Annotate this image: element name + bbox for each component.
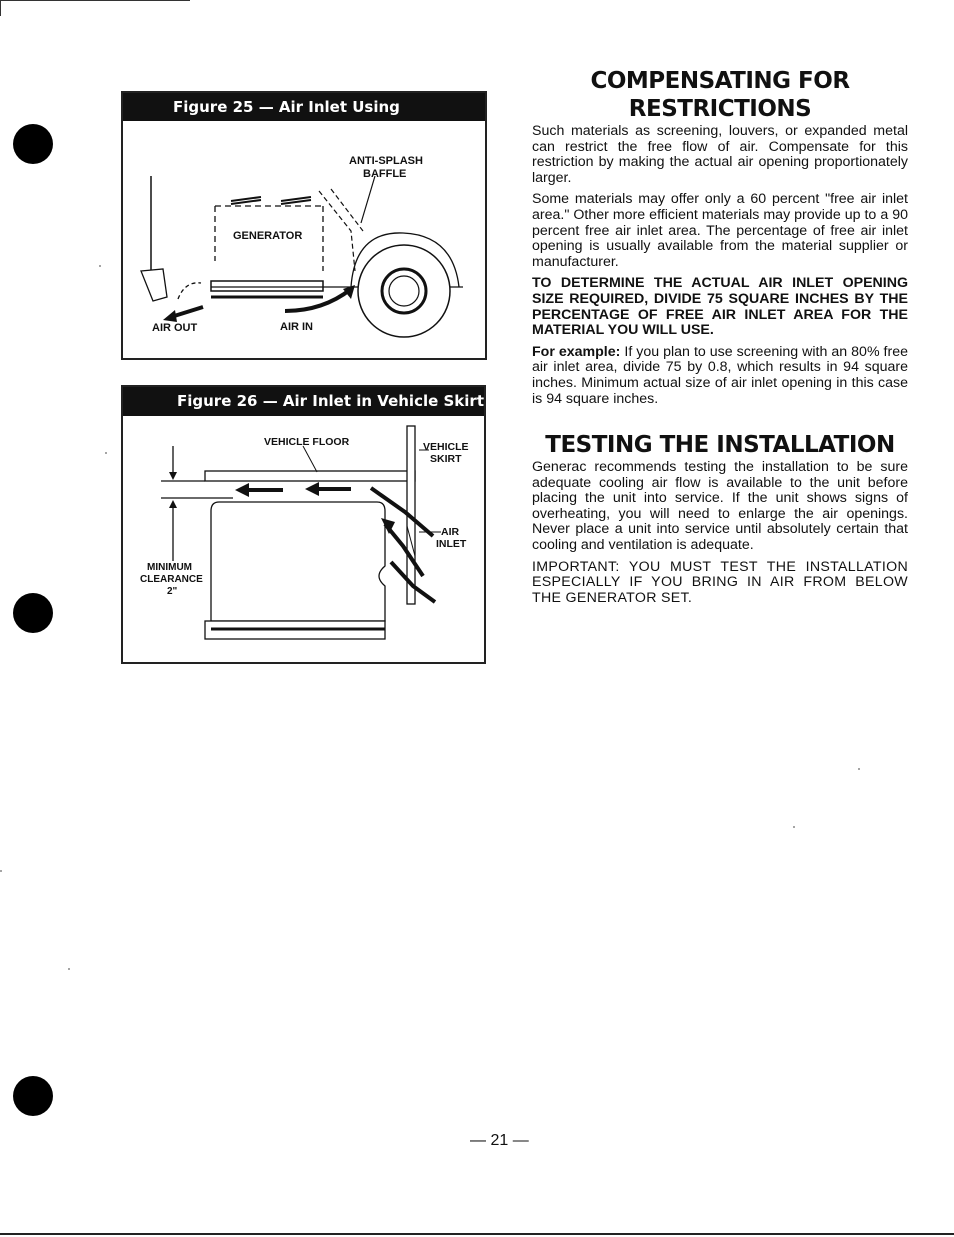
anti-splash-label: ANTI-SPLASH bbox=[349, 155, 423, 167]
binder-hole-middle bbox=[13, 593, 53, 633]
figure-25-illustration bbox=[123, 121, 485, 356]
testing-paragraph-1: Generac recommends testing the installation to be sure adequate cooling air flow is available to the unit before placing the unit into service. If the unit shows signs of overheating, you will need to enlarge the air openings. Never place a unit into service until absolutely certain that cooling and ventilation is adequate. bbox=[532, 459, 908, 553]
baffle-label: BAFFLE bbox=[363, 168, 407, 180]
page-number: — 21 — bbox=[470, 1132, 529, 1149]
scan-speck bbox=[793, 826, 795, 828]
figure-26-illustration bbox=[123, 416, 484, 660]
example-lead: For example: bbox=[532, 343, 621, 360]
compensating-heading-line2: RESTRICTIONS bbox=[628, 96, 812, 122]
figure-25-title: Figure 25 — Air Inlet Using Ductwork bbox=[123, 93, 485, 121]
compensating-instruction: TO DETERMINE THE ACTUAL AIR INLET OPENING SIZE REQUIRED, DIVIDE 75 SQUARE INCHES BY THE PERCENTAGE OF FREE AIR INLET AREA FOR THE MATERIAL YOU WILL USE. bbox=[532, 275, 908, 339]
scan-speck bbox=[68, 968, 70, 970]
compensating-section bbox=[532, 124, 908, 413]
example-text: If you plan to use screening with an 80% free air inlet area, divide 75 by 0.8, which results in 94 square inches. Minimum actual size of air inlet opening in this case is 94 square inches. bbox=[532, 343, 909, 407]
air-out-label: AIR OUT bbox=[152, 322, 198, 334]
scan-speck bbox=[858, 768, 860, 770]
testing-section bbox=[532, 460, 908, 612]
binder-hole-top bbox=[13, 124, 53, 164]
compensating-paragraph-2: Some materials may offer only a 60 percent "free air inlet area." Other more efficient materials may provide up to a 90 percent free air inlet area. The percentage of free air inlet opening is usually available from the material supplier or manufacturer. bbox=[532, 191, 908, 270]
testing-important: IMPORTANT: YOU MUST TEST THE INSTALLATION ESPECIALLY IF YOU BRING IN AIR FROM BELOW THE GENERATOR SET. bbox=[532, 558, 908, 606]
compensating-paragraph-1: Such materials as screening, louvers, or expanded metal can restrict the free flow of air. Compensate for this restriction by making the actual air opening proportionately larger. bbox=[532, 123, 908, 186]
generator-label: GENERATOR bbox=[233, 230, 303, 242]
vehicle-label: VEHICLE bbox=[423, 441, 469, 453]
scan-speck bbox=[0, 870, 2, 872]
inlet-label: INLET bbox=[436, 538, 467, 550]
testing-heading: TESTING THE INSTALLATION bbox=[545, 432, 895, 458]
clearance-label: CLEARANCE bbox=[140, 574, 203, 585]
compensating-heading-line1: COMPENSATING FOR bbox=[590, 68, 850, 94]
air-label: AIR bbox=[441, 526, 460, 538]
compensating-heading bbox=[532, 67, 908, 123]
scan-speck bbox=[105, 452, 107, 454]
vehicle-floor-label: VEHICLE FLOOR bbox=[264, 436, 350, 448]
figure-26 bbox=[121, 385, 486, 664]
figure-25 bbox=[121, 91, 487, 360]
top-edge-line bbox=[0, 0, 190, 1]
minimum-label: MINIMUM bbox=[147, 562, 192, 573]
skirt-label: SKIRT bbox=[430, 453, 462, 465]
bottom-edge-line bbox=[0, 1233, 954, 1235]
scan-speck bbox=[99, 265, 101, 267]
two-inch-label: 2" bbox=[167, 586, 178, 597]
top-edge-tick bbox=[0, 0, 1, 16]
air-in-label: AIR IN bbox=[280, 321, 313, 333]
binder-hole-bottom bbox=[13, 1076, 53, 1116]
figure-26-title: Figure 26 — Air Inlet in Vehicle Skirt bbox=[123, 387, 484, 416]
example-paragraph bbox=[532, 345, 908, 407]
